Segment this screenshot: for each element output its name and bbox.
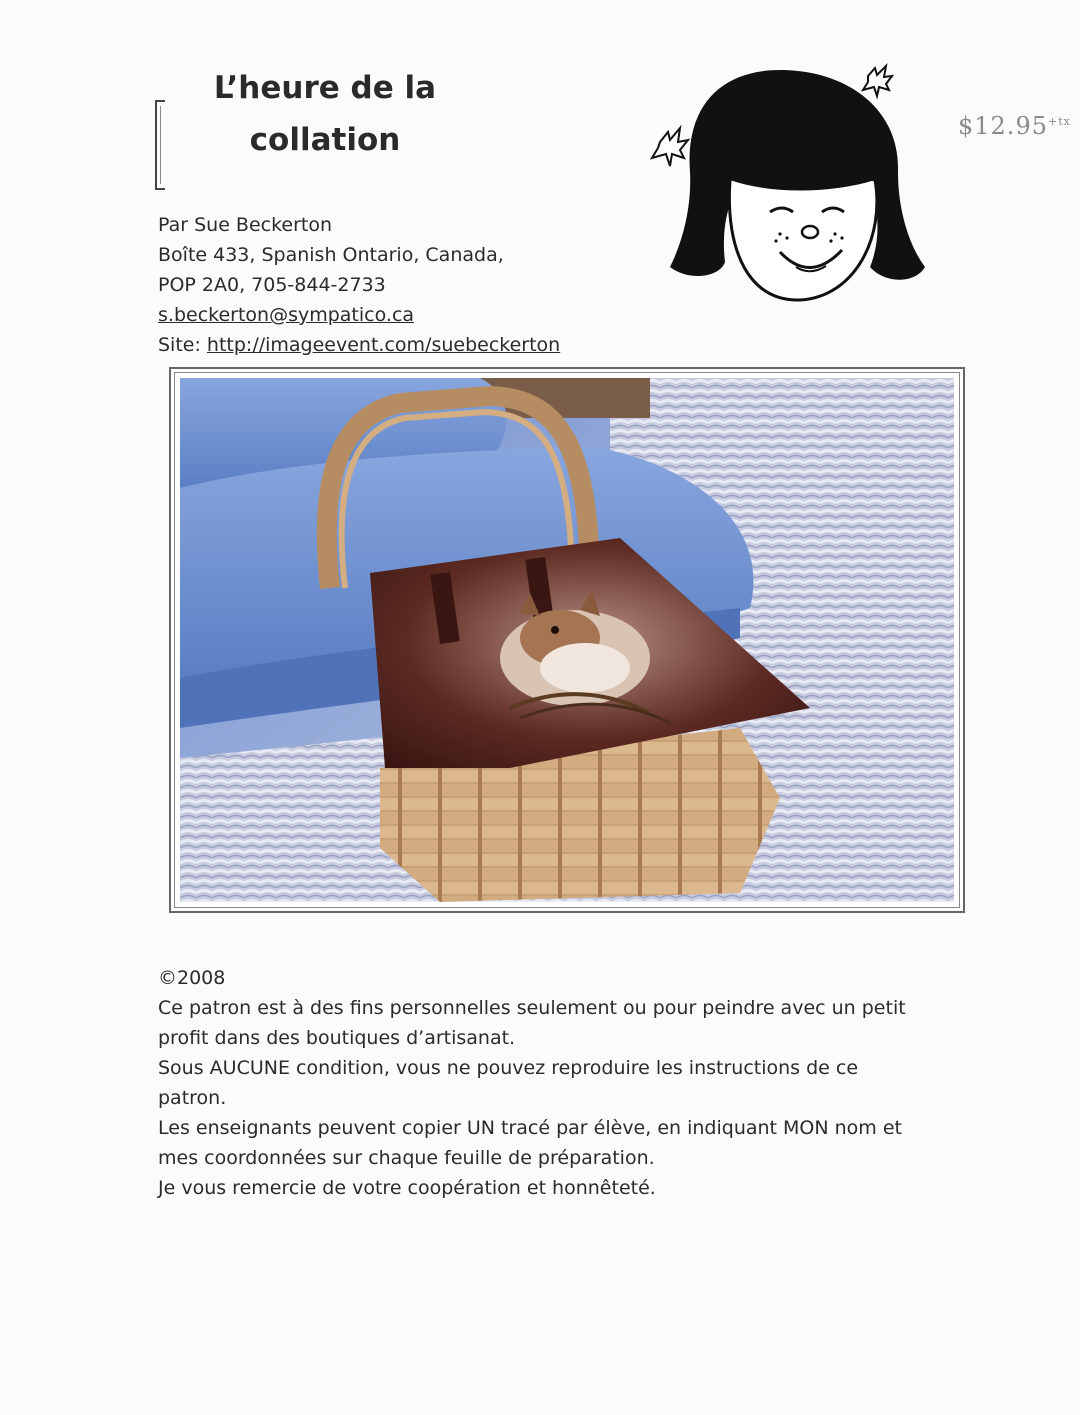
notice-line-7: Je vous remercie de votre coopération et honnêteté. [158, 1177, 656, 1199]
painted-basket-photo [180, 378, 954, 902]
author-site-row [158, 330, 560, 360]
price-tag [958, 112, 1071, 140]
notice-line-2: profit dans des boutiques d’artisanat. [158, 1027, 516, 1049]
author-address-line-2: POP 2A0, 705-844-2733 [158, 274, 386, 296]
copyright-notice [158, 963, 958, 1203]
title-line-1: L’heure de la [213, 70, 437, 106]
price-value: $12.95 [958, 112, 1048, 140]
photo-frame [169, 367, 965, 913]
author-site-link[interactable]: http://imageevent.com/suebeckerton [206, 334, 561, 356]
site-label: Site: [158, 334, 207, 356]
page-title [190, 62, 460, 166]
title-bracket-decoration [155, 100, 165, 190]
notice-line-3: Sous AUCUNE condition, vous ne pouvez reproduire les instructions de ce [158, 1057, 859, 1079]
notice-line-1: Ce patron est à des fins personnelles seulement ou pour peindre avec un petit [158, 997, 906, 1019]
price-suffix: +tx [1047, 115, 1071, 128]
author-contact-block [158, 210, 560, 360]
cartoon-girl-face-icon [630, 62, 930, 317]
notice-line-6: mes coordonnées sur chaque feuille de préparation. [158, 1147, 655, 1169]
title-line-2: collation [249, 122, 401, 158]
author-address-line-1: Boîte 433, Spanish Ontario, Canada, [158, 244, 504, 266]
author-by-line: Par Sue Beckerton [158, 214, 333, 236]
copyright-year: ©2008 [158, 967, 226, 989]
notice-line-4: patron. [158, 1087, 227, 1109]
author-email-link[interactable]: s.beckerton@sympatico.ca [158, 304, 415, 326]
notice-line-5: Les enseignants peuvent copier UN tracé par élève, en indiquant MON nom et [158, 1117, 902, 1139]
